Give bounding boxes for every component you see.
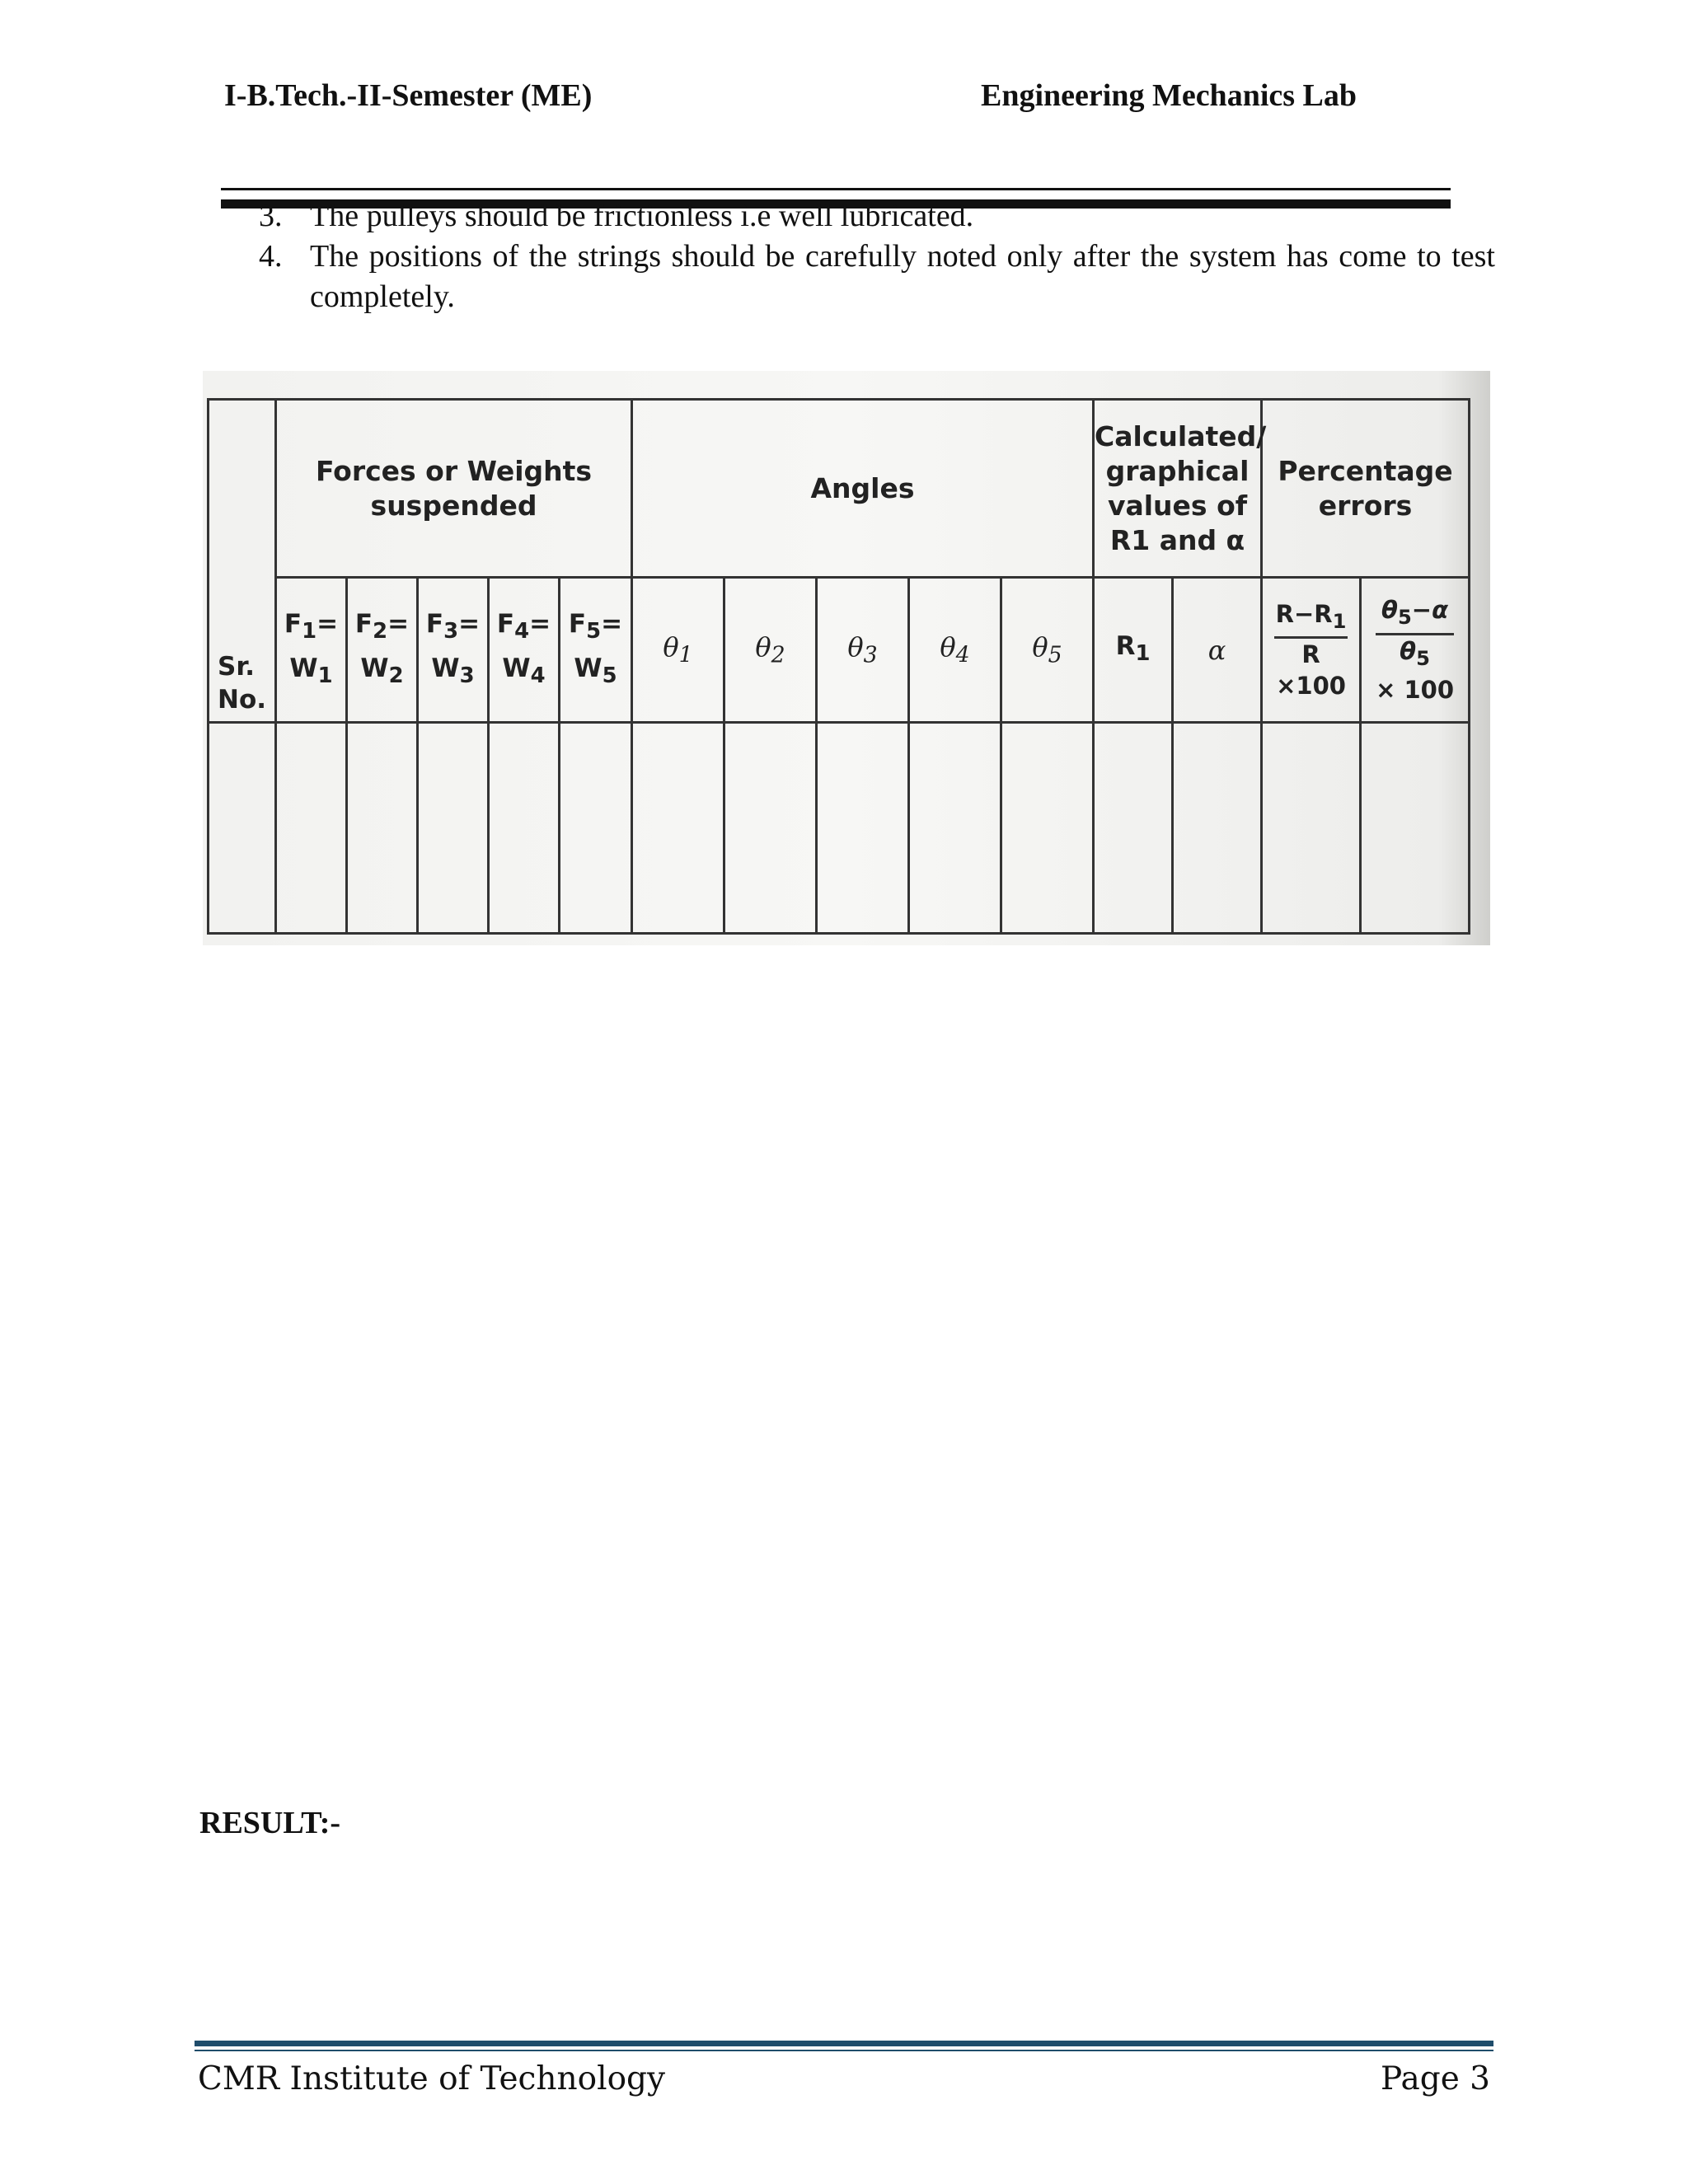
result-label: RESULT:- xyxy=(199,1806,341,1840)
observation-table xyxy=(207,398,1470,935)
table-cell xyxy=(1094,723,1173,934)
table-cell xyxy=(1173,723,1262,934)
table-cell xyxy=(560,723,632,934)
header-course: I-B.Tech.-II-Semester (ME) xyxy=(224,78,593,113)
precaution-item-3 xyxy=(259,196,1495,232)
table-cell xyxy=(418,723,489,934)
table-cell xyxy=(817,723,909,934)
force-col-5: $F_5=$ $W_5$ xyxy=(560,578,632,723)
precaution-text: The pulleys should be frictionless i.e well lubricated. xyxy=(310,199,974,232)
calculated-values-text: Calculated/ graphical values of R1 and α xyxy=(1095,419,1267,556)
footer-page-number: Page 3 xyxy=(1381,2060,1490,2097)
footer-rule xyxy=(195,2041,1493,2046)
error-r-col: $R-R_1$ R ×100 xyxy=(1262,578,1361,723)
precaution-number: 3. xyxy=(259,199,283,232)
header-rule-thin xyxy=(221,188,1451,190)
table-cell xyxy=(632,723,724,934)
table-cell xyxy=(489,723,560,934)
angle-col-1: $\theta_1$ xyxy=(632,578,724,723)
table-cell xyxy=(1361,723,1470,934)
precaution-number: 4. xyxy=(259,239,283,274)
sr-no-header: Sr. No. xyxy=(209,400,276,723)
angle-col-2: $\theta_2$ xyxy=(724,578,817,723)
observation-table-scan xyxy=(203,371,1490,945)
table-cell xyxy=(1001,723,1094,934)
precaution-text: The positions of the strings should be carefully noted only after the system has come to test completely. xyxy=(310,239,1495,314)
table-row xyxy=(209,723,1470,934)
alpha-col: α xyxy=(1173,578,1262,723)
angles-group-header: Angles xyxy=(632,400,1094,578)
forces-group-header: Forces or Weights suspended xyxy=(276,400,632,578)
angle-col-3: $\theta_3$ xyxy=(817,578,909,723)
angle-col-4: $\theta_4$ xyxy=(909,578,1001,723)
error-theta-col: $\theta_5-\alpha$ $\theta_5$ × 100 xyxy=(1361,578,1470,723)
header-lab-title: Engineering Mechanics Lab xyxy=(981,78,1357,113)
percentage-errors-header: Percentage errors xyxy=(1262,400,1470,578)
table-cell xyxy=(1262,723,1361,934)
table-cell xyxy=(724,723,817,934)
table-cell xyxy=(909,723,1001,934)
force-col-1: $F_1=$ $W_1$ xyxy=(276,578,347,723)
force-col-2: $F_2=$ $W_2$ xyxy=(347,578,418,723)
table-cell xyxy=(209,723,276,934)
angle-col-5: $\theta_5$ xyxy=(1001,578,1094,723)
footer-rule-thin xyxy=(195,2050,1493,2051)
table-cell xyxy=(276,723,347,934)
table-cell xyxy=(347,723,418,934)
calculated-values-header xyxy=(1094,400,1267,578)
r1-col: $R_1$ xyxy=(1094,578,1173,723)
force-col-4: $F_4=$ $W_4$ xyxy=(489,578,560,723)
footer-institute: CMR Institute of Technology xyxy=(198,2060,666,2097)
force-col-3: $F_3=$ $W_3$ xyxy=(418,578,489,723)
